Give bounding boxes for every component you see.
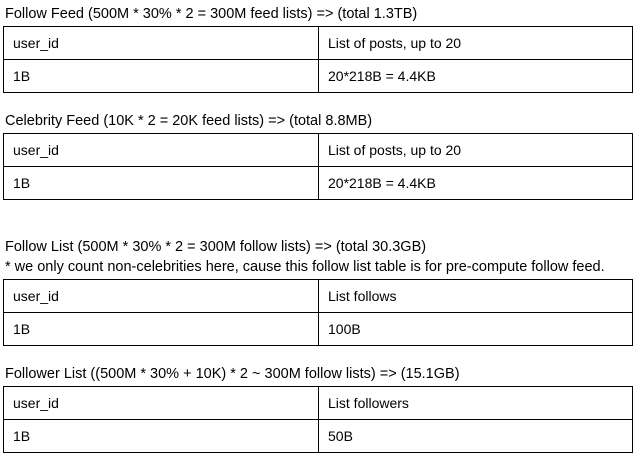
follow-list-table [3, 279, 633, 346]
table-cell: user_id [4, 280, 319, 313]
table-cell: user_id [4, 134, 319, 167]
table-row [4, 280, 633, 313]
table-cell: user_id [4, 387, 319, 420]
table-cell: 100B [319, 313, 633, 346]
table-cell: 20*218B = 4.4KB [319, 60, 633, 93]
table-cell: 50B [319, 420, 633, 453]
table-row [4, 27, 633, 60]
celebrity-feed-table [3, 133, 633, 200]
follow-feed-title: Follow Feed (500M * 30% * 2 = 300M feed lists) => (total 1.3TB) [5, 6, 418, 22]
table-cell: 1B [4, 313, 319, 346]
table-row [4, 134, 633, 167]
table-row [4, 167, 633, 200]
table-cell: List followers [319, 387, 633, 420]
follower-list-title: Follower List ((500M * 30% + 10K) * 2 ~ 300M follow lists) => (15.1GB) [5, 366, 460, 382]
follow-list-title: Follow List (500M * 30% * 2 = 300M follow lists) => (total 30.3GB) [5, 239, 427, 255]
follow-feed-table [3, 26, 633, 93]
celebrity-feed-title: Celebrity Feed (10K * 2 = 20K feed lists) => (total 8.8MB) [5, 113, 373, 129]
table-cell: List of posts, up to 20 [319, 134, 633, 167]
table-cell: 1B [4, 60, 319, 93]
table-row [4, 313, 633, 346]
table-row [4, 387, 633, 420]
table-cell: 1B [4, 420, 319, 453]
table-cell: user_id [4, 27, 319, 60]
table-row [4, 60, 633, 93]
follow-list-note: * we only count non-celebrities here, cause this follow list table is for pre-compute follow feed. [5, 259, 605, 275]
follower-list-table [3, 386, 633, 453]
table-cell: List of posts, up to 20 [319, 27, 633, 60]
table-cell: List follows [319, 280, 633, 313]
table-row [4, 420, 633, 453]
table-cell: 20*218B = 4.4KB [319, 167, 633, 200]
table-cell: 1B [4, 167, 319, 200]
